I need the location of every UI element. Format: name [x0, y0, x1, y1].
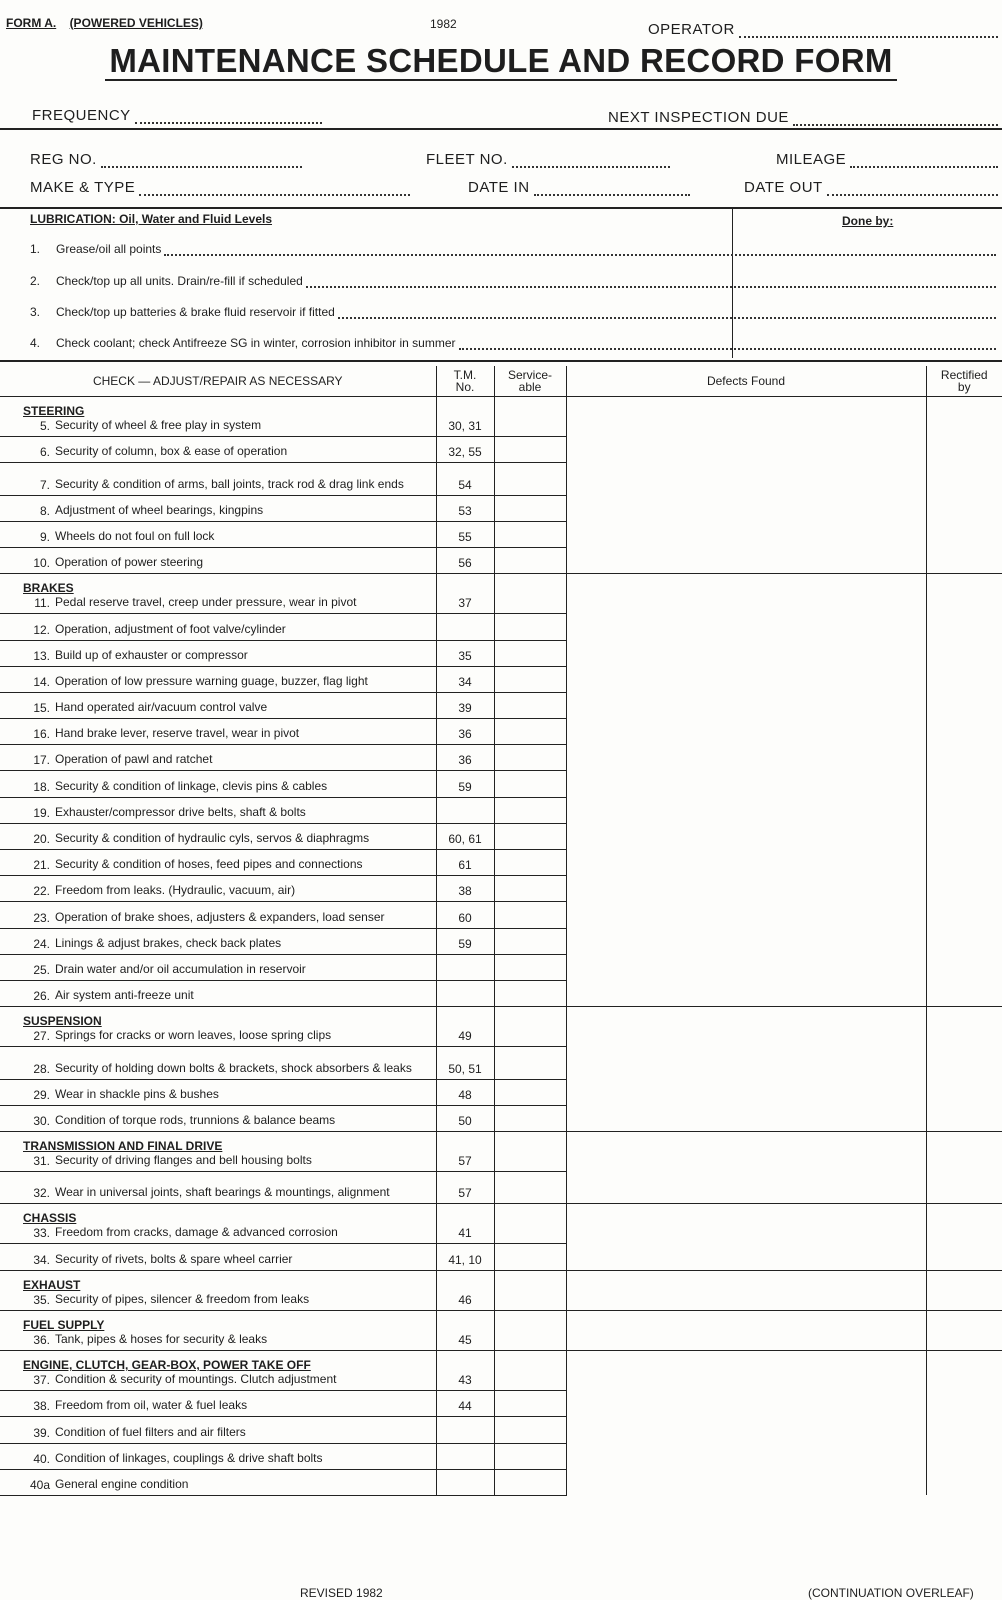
item-number: 27.: [33, 1029, 50, 1044]
item-number: 18.: [33, 779, 50, 794]
serviceable-cell[interactable]: [494, 1391, 566, 1417]
page-title: MAINTENANCE SCHEDULE AND RECORD FORM: [0, 42, 1002, 80]
serviceable-cell[interactable]: [494, 692, 566, 718]
item-number: 37.: [33, 1373, 50, 1388]
rectified-by-cell[interactable]: [926, 1204, 1002, 1270]
serviceable-cell[interactable]: [494, 666, 566, 692]
item-text: Freedom from cracks, damage & advanced corrosion: [55, 1225, 338, 1240]
check-item: [0, 1244, 436, 1270]
tm-number: 44: [436, 1391, 494, 1417]
check-item: [0, 495, 436, 521]
tm-number: [436, 1443, 494, 1469]
check-item: [0, 876, 436, 902]
item-text: Pedal reserve travel, creep under pressure, wear in pivot: [55, 595, 357, 610]
lubrication-item: [30, 268, 996, 288]
item-number: 38.: [33, 1399, 50, 1414]
item-text: Security & condition of hoses, feed pipes and connections: [55, 857, 363, 872]
rectified-by-cell[interactable]: [926, 1270, 1002, 1310]
item-number: 30.: [33, 1113, 50, 1128]
check-item: [0, 719, 436, 745]
item-number: 20.: [33, 832, 50, 846]
item-number: 6.: [39, 445, 50, 460]
tm-number: 34: [436, 666, 494, 692]
date-out-field[interactable]: DATE OUT: [744, 176, 998, 196]
serviceable-cell[interactable]: [494, 1007, 566, 1047]
item-text: Drain water and/or oil accumulation in reservoir: [55, 961, 306, 976]
serviceable-cell[interactable]: [494, 495, 566, 521]
section-heading: FUEL SUPPLY: [23, 1318, 105, 1332]
tm-number: 36: [436, 719, 494, 745]
serviceable-cell[interactable]: [494, 1131, 566, 1171]
serviceable-cell[interactable]: [494, 954, 566, 980]
item-text: Linings & adjust brakes, check back plates: [55, 935, 282, 950]
serviceable-cell[interactable]: [494, 876, 566, 902]
serviceable-cell[interactable]: [494, 463, 566, 495]
serviceable-cell[interactable]: [494, 745, 566, 771]
check-item: [0, 1007, 436, 1047]
tm-number: 60: [436, 902, 494, 928]
item-text: Wear in shackle pins & bushes: [55, 1086, 219, 1101]
serviceable-cell[interactable]: [494, 1270, 566, 1310]
table-row: [0, 1310, 1002, 1350]
tm-number: 53: [436, 495, 494, 521]
check-item: [0, 1351, 436, 1391]
tm-number: 56: [436, 547, 494, 573]
table-row: [0, 1204, 1002, 1244]
serviceable-cell[interactable]: [494, 1417, 566, 1443]
item-text: Air system anti-freeze unit: [55, 988, 194, 1003]
item-number: 21.: [33, 858, 50, 873]
item-number: 40.: [33, 1451, 50, 1466]
check-item: [0, 1270, 436, 1310]
check-item: [0, 1310, 436, 1350]
serviceable-cell[interactable]: [494, 719, 566, 745]
check-item: [0, 463, 436, 495]
item-text: Security & condition of arms, ball joints, track rod & drag link ends: [55, 476, 404, 491]
serviceable-cell[interactable]: [494, 1172, 566, 1204]
check-item: [0, 980, 436, 1006]
lubrication-heading: LUBRICATION: Oil, Water and Fluid Levels: [30, 212, 273, 226]
check-item: [0, 1443, 436, 1469]
fleet-no-field[interactable]: FLEET NO.: [426, 148, 670, 168]
item-number: 3.: [30, 305, 41, 319]
item-number: 19.: [33, 805, 50, 820]
item-text: Security of wheel & free play in system: [55, 418, 262, 433]
serviceable-cell[interactable]: [494, 980, 566, 1006]
item-text: Security of rivets, bolts & spare wheel carrier: [55, 1251, 293, 1266]
item-number: 4.: [30, 336, 41, 350]
check-item: [0, 521, 436, 547]
section-heading: CHASSIS: [23, 1211, 77, 1226]
serviceable-cell[interactable]: [494, 902, 566, 928]
check-item: [0, 745, 436, 771]
item-number: 14.: [33, 674, 50, 689]
item-number: 22.: [33, 884, 50, 899]
section-heading: ENGINE, CLUTCH, GEAR-BOX, POWER TAKE OFF: [23, 1358, 311, 1373]
item-number: 34.: [33, 1252, 50, 1267]
check-item: [0, 850, 436, 876]
tm-number: 49: [436, 1007, 494, 1047]
rectified-by-cell[interactable]: [926, 1351, 1002, 1496]
item-text: Check/top up batteries & brake fluid reservoir if fitted: [56, 305, 335, 319]
serviceable-cell[interactable]: [494, 1351, 566, 1391]
check-item: [0, 1172, 436, 1204]
rectified-by-cell[interactable]: [926, 1007, 1002, 1132]
lubrication-item: [30, 236, 996, 256]
continuation-note: (CONTINUATION OVERLEAF): [808, 1586, 974, 1600]
item-text: Security of column, box & ease of operation: [55, 444, 288, 459]
serviceable-cell[interactable]: [494, 1079, 566, 1105]
item-text: Check/top up all units. Drain/re-fill if scheduled: [56, 274, 303, 288]
col-check-header: CHECK — ADJUST/REPAIR AS NECESSARY: [0, 366, 436, 397]
tm-number: [436, 954, 494, 980]
tm-number: [436, 614, 494, 640]
form-year: 1982: [430, 17, 457, 31]
item-text: Grease/oil all points: [56, 242, 162, 256]
tm-number: 30, 31: [436, 397, 494, 437]
tm-number: 37: [436, 574, 494, 614]
item-number: 16.: [33, 727, 50, 742]
item-number: 11.: [34, 596, 50, 611]
serviceable-cell[interactable]: [494, 771, 566, 797]
item-text: Security of driving flanges and bell housing bolts: [55, 1153, 312, 1168]
tm-number: 57: [436, 1131, 494, 1171]
check-item: [0, 928, 436, 954]
serviceable-cell[interactable]: [494, 1105, 566, 1131]
tm-number: 45: [436, 1310, 494, 1350]
item-text: Operation of brake shoes, adjusters & expanders, load senser: [55, 909, 385, 924]
check-item: [0, 771, 436, 797]
serviceable-cell[interactable]: [494, 823, 566, 849]
tm-number: 36: [436, 745, 494, 771]
check-item: [0, 1105, 436, 1131]
defects-found-cell[interactable]: [566, 397, 926, 574]
serviceable-cell[interactable]: [494, 1469, 566, 1495]
item-number: 31.: [33, 1154, 50, 1169]
item-text: Condition & security of mountings. Clutch adjustment: [55, 1372, 337, 1387]
check-item: [0, 823, 436, 849]
table-row: [0, 1270, 1002, 1310]
defects-found-cell[interactable]: [566, 1270, 926, 1310]
reg-no-field[interactable]: REG NO.: [30, 148, 302, 168]
tm-number: [436, 980, 494, 1006]
section-heading: STEERING: [23, 404, 85, 419]
checklist-table: [0, 366, 1002, 1496]
section-heading: EXHAUST: [23, 1277, 81, 1292]
done-by-entry[interactable]: [338, 307, 996, 319]
item-number: 17.: [33, 753, 50, 768]
serviceable-cell[interactable]: [494, 397, 566, 437]
form-label: FORM A. (POWERED VEHICLES): [6, 16, 203, 30]
item-number: 7.: [39, 477, 50, 492]
serviceable-cell[interactable]: [494, 437, 566, 463]
tm-number: 59: [436, 928, 494, 954]
item-number: 35.: [33, 1292, 50, 1307]
col-rectified-header: Rectified by: [926, 366, 1002, 397]
mileage-field[interactable]: MILEAGE: [776, 148, 998, 168]
serviceable-cell[interactable]: [494, 521, 566, 547]
check-item: [0, 797, 436, 823]
section-heading: SUSPENSION: [23, 1014, 102, 1029]
item-number: 39.: [33, 1425, 50, 1440]
item-text: Freedom from oil, water & fuel leaks: [55, 1398, 248, 1413]
defects-found-cell[interactable]: [566, 1131, 926, 1203]
check-item: [0, 1131, 436, 1171]
item-text: Security & condition of linkage, clevis pins & cables: [55, 778, 328, 793]
check-item: [0, 1417, 436, 1443]
item-text: Springs for cracks or worn leaves, loose spring clips: [55, 1028, 332, 1043]
table-row: [0, 397, 1002, 437]
check-item: [0, 902, 436, 928]
check-item: [0, 397, 436, 437]
tm-number: 41: [436, 1204, 494, 1244]
rectified-by-cell[interactable]: [926, 397, 1002, 574]
defects-found-cell[interactable]: [566, 1204, 926, 1270]
item-text: Hand operated air/vacuum control valve: [55, 700, 268, 715]
tm-number: 60, 61: [436, 823, 494, 849]
col-tm-header: T.M. No.: [436, 366, 494, 397]
item-text: Security of holding down bolts & brackets, shock absorbers & leaks: [55, 1060, 412, 1075]
tm-number: 43: [436, 1351, 494, 1391]
item-number: 32.: [33, 1186, 50, 1201]
item-number: 8.: [39, 503, 50, 518]
make-type-field[interactable]: MAKE & TYPE: [30, 176, 410, 196]
serviceable-cell[interactable]: [494, 614, 566, 640]
item-text: Operation of power steering: [55, 555, 204, 570]
lubrication-item: [30, 330, 996, 350]
item-text: Operation of pawl and ratchet: [55, 752, 213, 767]
serviceable-cell[interactable]: [494, 850, 566, 876]
rectified-by-cell[interactable]: [926, 1310, 1002, 1350]
item-text: Freedom from leaks. (Hydraulic, vacuum, air): [55, 883, 296, 898]
serviceable-cell[interactable]: [494, 797, 566, 823]
item-text: Wheels do not foul on full lock: [55, 528, 215, 543]
item-text: Exhauster/compressor drive belts, shaft & bolts: [55, 804, 306, 819]
serviceable-cell[interactable]: [494, 1310, 566, 1350]
done-by-entry[interactable]: [306, 276, 996, 288]
defects-found-cell[interactable]: [566, 1007, 926, 1132]
tm-number: [436, 797, 494, 823]
done-by-entry[interactable]: [459, 338, 996, 350]
defects-found-cell[interactable]: [566, 574, 926, 1007]
check-item: [0, 640, 436, 666]
rectified-by-cell[interactable]: [926, 574, 1002, 1007]
serviceable-cell[interactable]: [494, 1047, 566, 1079]
tm-number: 39: [436, 692, 494, 718]
check-item: [0, 1204, 436, 1244]
revised-note: REVISED 1982: [300, 1586, 383, 1600]
item-number: 40a: [29, 1477, 50, 1492]
serviceable-cell[interactable]: [494, 928, 566, 954]
item-text: Tank, pipes & hoses for security & leaks: [55, 1332, 268, 1346]
item-number: 26.: [33, 989, 50, 1004]
check-item: [0, 574, 436, 614]
item-text: Wear in universal joints, shaft bearings & mountings, alignment: [55, 1185, 390, 1200]
item-text: General engine condition: [55, 1476, 189, 1491]
check-item: [0, 547, 436, 573]
item-number: 33.: [33, 1226, 50, 1241]
table-row: [0, 1007, 1002, 1047]
tm-number: 38: [436, 876, 494, 902]
section-heading: BRAKES: [23, 581, 74, 596]
item-number: 15.: [33, 701, 50, 716]
item-number: 36.: [33, 1333, 50, 1347]
section-heading: TRANSMISSION AND FINAL DRIVE: [23, 1139, 223, 1154]
item-number: 28.: [33, 1061, 50, 1076]
defects-found-cell[interactable]: [566, 1351, 926, 1496]
tm-number: 35: [436, 640, 494, 666]
next-inspection-field[interactable]: NEXT INSPECTION DUE: [608, 106, 998, 126]
item-number: 23.: [33, 910, 50, 925]
table-row: [0, 1131, 1002, 1171]
item-number: 24.: [33, 936, 50, 951]
tm-number: 54: [436, 463, 494, 495]
check-item: [0, 614, 436, 640]
frequency-field[interactable]: FREQUENCY: [32, 104, 322, 124]
divider: [0, 360, 1002, 362]
item-text: Condition of torque rods, trunnions & balance beams: [55, 1112, 336, 1127]
item-number: 29.: [33, 1087, 50, 1102]
tm-number: 55: [436, 521, 494, 547]
item-number: 10.: [33, 556, 50, 571]
tm-number: 50, 51: [436, 1047, 494, 1079]
tm-number: [436, 1469, 494, 1495]
item-number: 5.: [39, 419, 50, 434]
tm-number: [436, 1417, 494, 1443]
item-text: Security of pipes, silencer & freedom from leaks: [55, 1291, 310, 1306]
item-text: Condition of linkages, couplings & drive shaft bolts: [55, 1450, 323, 1465]
item-number: 2.: [30, 274, 41, 288]
table-row: [0, 574, 1002, 614]
check-item: [0, 437, 436, 463]
tm-number: 46: [436, 1270, 494, 1310]
done-by-label: Done by:: [842, 214, 894, 228]
serviceable-cell[interactable]: [494, 1443, 566, 1469]
item-text: Security & condition of hydraulic cyls, servos & diaphragms: [55, 831, 370, 845]
operator-field[interactable]: OPERATOR: [648, 18, 998, 38]
col-defects-header: Defects Found: [566, 366, 926, 397]
serviceable-cell[interactable]: [494, 547, 566, 573]
tm-number: 41, 10: [436, 1244, 494, 1270]
tm-number: 50: [436, 1105, 494, 1131]
tm-number: 48: [436, 1079, 494, 1105]
table-header: [0, 366, 1002, 397]
item-number: 1.: [30, 242, 41, 256]
serviceable-cell[interactable]: [494, 640, 566, 666]
tm-number: 59: [436, 771, 494, 797]
divider: [0, 128, 1002, 130]
item-number: 13.: [33, 648, 50, 663]
check-item: [0, 1469, 436, 1495]
check-item: [0, 1391, 436, 1417]
lubrication-item: [30, 299, 996, 319]
item-text: Condition of fuel filters and air filters: [55, 1424, 246, 1439]
check-item: [0, 666, 436, 692]
item-text: Operation, adjustment of foot valve/cylinder: [55, 621, 286, 636]
done-by-entry[interactable]: [164, 244, 996, 256]
item-text: Build up of exhauster or compressor: [55, 647, 248, 662]
item-text: Adjustment of wheel bearings, kingpins: [55, 502, 264, 517]
check-item: [0, 692, 436, 718]
serviceable-cell[interactable]: [494, 574, 566, 614]
item-number: 9.: [39, 529, 50, 544]
defects-found-cell[interactable]: [566, 1310, 926, 1350]
col-serviceable-header: Service- able: [494, 366, 566, 397]
item-number: 12.: [33, 622, 50, 637]
serviceable-cell[interactable]: [494, 1204, 566, 1244]
table-row: [0, 1351, 1002, 1391]
check-item: [0, 1079, 436, 1105]
tm-number: 32, 55: [436, 437, 494, 463]
item-text: Hand brake lever, reserve travel, wear in pivot: [55, 726, 300, 741]
tm-number: 57: [436, 1172, 494, 1204]
check-item: [0, 1047, 436, 1079]
item-number: 25.: [33, 962, 50, 977]
date-in-field[interactable]: DATE IN: [468, 176, 690, 196]
rectified-by-cell[interactable]: [926, 1131, 1002, 1203]
item-text: Operation of low pressure warning guage, buzzer, flag light: [55, 673, 368, 688]
check-item: [0, 954, 436, 980]
tm-number: 61: [436, 850, 494, 876]
item-text: Check coolant; check Antifreeze SG in winter, corrosion inhibitor in summer: [56, 336, 456, 350]
serviceable-cell[interactable]: [494, 1244, 566, 1270]
lubrication-section: [0, 208, 1002, 358]
